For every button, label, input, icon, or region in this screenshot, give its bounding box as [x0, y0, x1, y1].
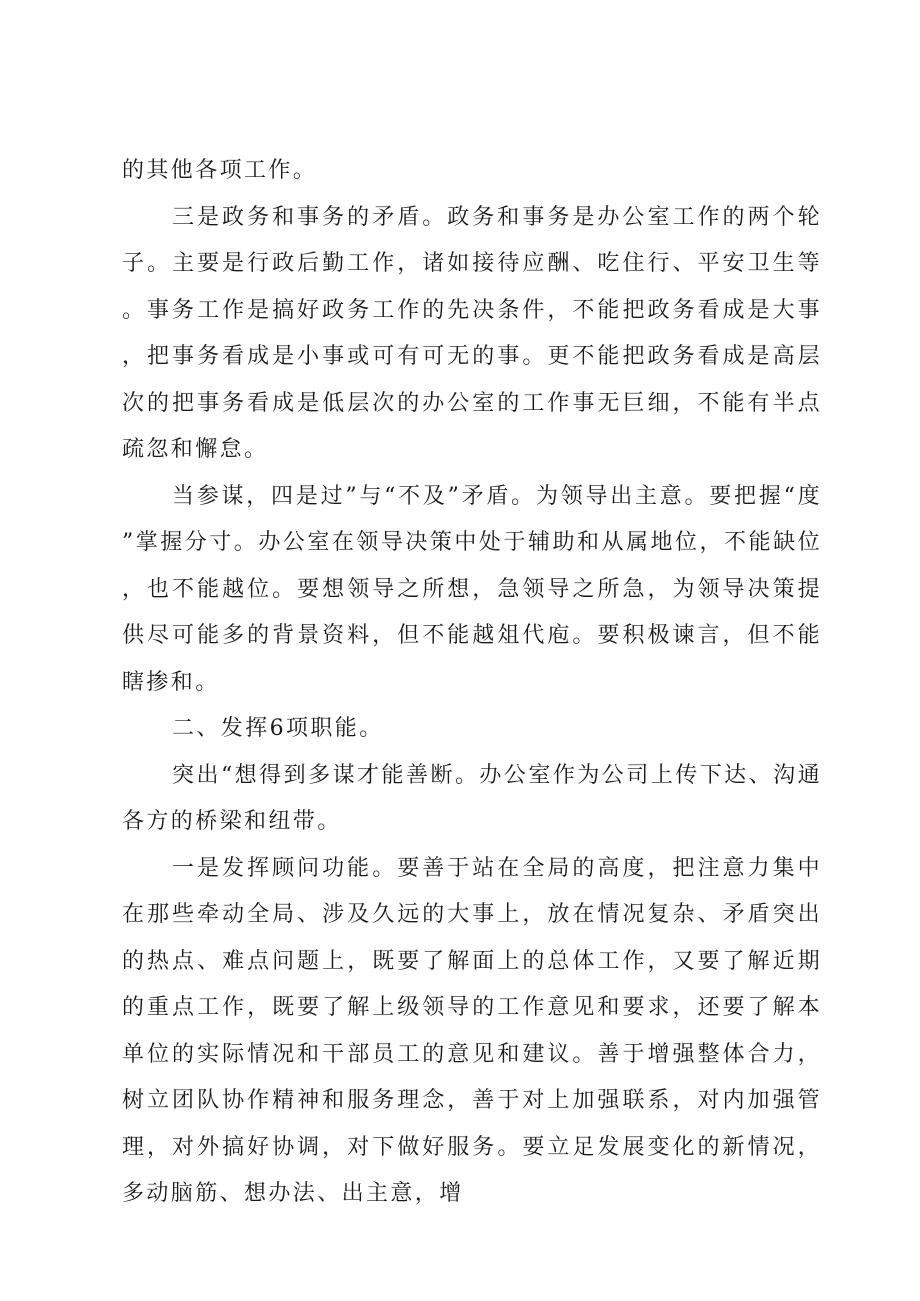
section-heading-two: 二、发挥6项职能。	[172, 716, 384, 741]
paragraph-bridge: 突出“想得到多谋才能善断。办公室作为公司上传下达、沟通各方的桥梁和纽带。	[122, 762, 822, 834]
document-body	[122, 148, 822, 1218]
paragraph-continuation: 的其他各项工作。	[122, 158, 318, 183]
paragraph-contradiction-three: 三是政务和事务的矛盾。政务和事务是办公室工作的两个轮子。主要是行政后勤工作，诸如接待应酬、吃住行、平安卫生等。事务工作是搞好政务工作的先决条件，不能把政务看成是大事，把事务看成是小事或可有可无的事。更不能把政务看成是高层次的把事务看成是低层次的办公室的工作事无巨细，不能有半点疏忽和懈怠。	[122, 204, 822, 462]
paragraph-contradiction-four: 当参谋，四是过”与“不及”矛盾。为领导出主意。要把握“度”掌握分寸。办公室在领导决策中处于辅助和从属地位，不能缺位，也不能越位。要想领导之所想，急领导之所急，为领导决策提供尽可能多的背景资料，但不能越俎代庖。要积极谏言，但不能瞎掺和。	[122, 483, 822, 695]
paragraph-function-one: 一是发挥顾问功能。要善于站在全局的高度，把注意力集中在那些牵动全局、涉及久远的大事上，放在情况复杂、矛盾突出的热点、难点问题上，既要了解面上的总体工作，又要了解近期的重点工作，既要了解上级领导的工作意见和要求，还要了解本单位的实际情况和干部员工的意见和建议。善于增强整体合力，树立团队协作精神和服务理念，善于对上加强联系，对内加强管理，对外搞好协调，对下做好服务。要立足发展变化的新情况，多动脑筋、想办法、出主意，增	[122, 855, 822, 1206]
